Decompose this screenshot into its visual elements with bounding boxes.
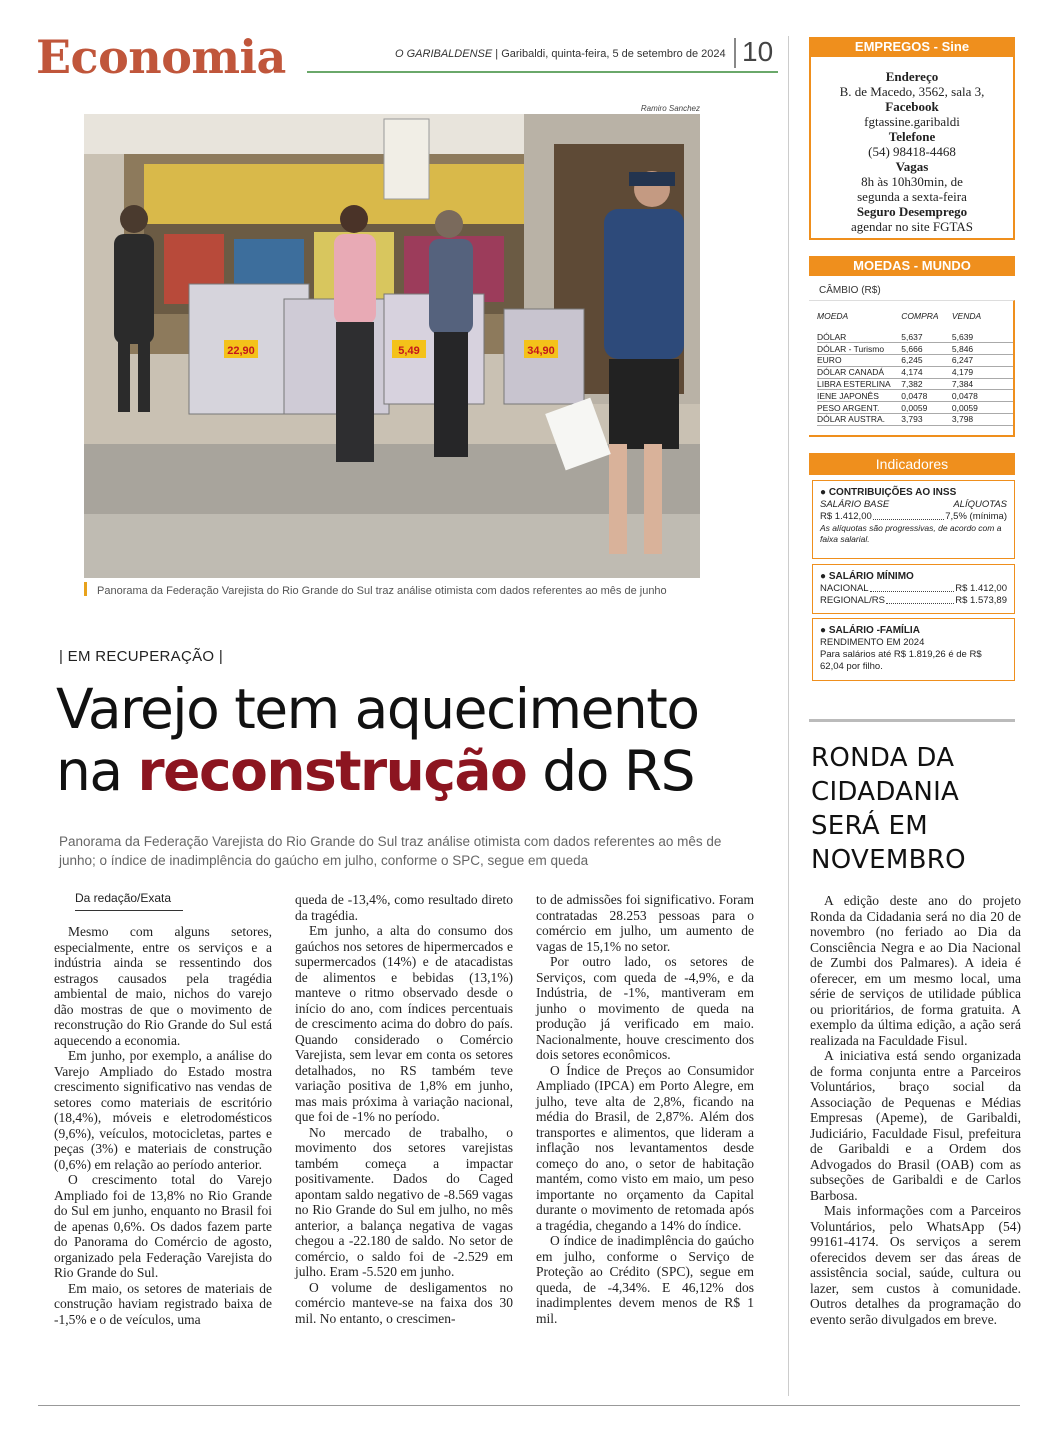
- dateline: Garibaldi, quinta-feira, 5 de setembro de 2024: [501, 48, 726, 60]
- article-column-1: [54, 924, 272, 1327]
- paragraph: A edição deste ano do projeto Ronda da Cidadania será no dia 20 de novembro (no feriado ao Dia da Consciência Negra e ao Dia Nacional de Zumbi dos Palmares). A ideia é oferecer, em um mesmo local, uma série de serviços de utilidade pública ou prioritários, de forma gratuita. A exemplo da última edição, a ação será realizada na Faculdade Fisul.: [810, 893, 1021, 1048]
- table-row: [817, 390, 1013, 402]
- col-header: VENDA: [951, 311, 982, 321]
- currency-name: DÓLAR AUSTRA.: [817, 414, 901, 426]
- seguro-label: Seguro Desemprego: [856, 204, 968, 219]
- subhead: Panorama da Federação Varejista do Rio Grande do Sul traz análise otimista com dados referentes ao mês de junho; o índice de inadimplência do gaúcho em julho, conforme o SPC, segue em queda: [59, 834, 722, 868]
- cambio-label: CÂMBIO (R$): [819, 285, 881, 296]
- paragraph: O índice de inadimplência do gaúcho em julho, conforme o Serviço de Proteção ao Crédito (SPC), segue em queda, de -4,34%. E 46,12% dos inadimplentes devem menos de R$ 1 mil.: [536, 1233, 754, 1326]
- salario-nacional-value: R$ 1.412,00: [955, 583, 1007, 594]
- ronda-headline-line: CIDADANIA: [811, 777, 960, 807]
- headline-na: na: [56, 739, 138, 803]
- photo-caption: Panorama da Federação Varejista do Rio Grande do Sul traz análise otimista com dados referentes ao mês de junho: [97, 585, 667, 597]
- telefone-label: Telefone: [888, 129, 936, 144]
- buy-rate: 6,245: [901, 355, 952, 367]
- sell-rate: 5,846: [952, 343, 1013, 355]
- col-header: COMPRA: [901, 311, 939, 321]
- table-row: [817, 378, 1013, 390]
- salario-nacional-label: NACIONAL: [820, 583, 869, 594]
- ronda-headline-line: RONDA DA: [811, 743, 955, 773]
- inss-base-value: R$ 1.412,00: [820, 511, 872, 522]
- currency-name: DÓLAR CANADÁ: [817, 366, 901, 378]
- price-tag-1: 22,90: [227, 345, 255, 357]
- column-divider: [788, 36, 789, 1396]
- paragraph: O volume de desligamentos no comércio manteve-se na faixa dos 30 mil. No entanto, o crescimen-: [295, 1279, 513, 1326]
- paragraph: queda de -13,4%, como resultado direto da tragédia.: [295, 892, 513, 923]
- headline-rs: do RS: [526, 739, 694, 803]
- salario-familia-box: [812, 618, 1015, 681]
- currency-name: EURO: [817, 355, 901, 367]
- endereco-label: Endereço: [885, 69, 939, 84]
- footer-rule: [38, 1405, 1020, 1406]
- currency-name: LIBRA ESTERLINA: [817, 378, 901, 390]
- header-separator: |: [495, 48, 499, 60]
- buy-rate: 0,0478: [901, 390, 952, 402]
- inss-header-aliquota: ALÍQUOTAS: [953, 499, 1007, 510]
- ronda-body: [810, 893, 1021, 1327]
- moedas-header: MOEDAS - MUNDO: [809, 256, 1015, 276]
- empregos-info: [812, 69, 1012, 234]
- sell-rate: 0,0059: [952, 402, 1013, 414]
- salario-nacional-row: [820, 583, 1007, 595]
- buy-rate: 3,793: [901, 414, 952, 426]
- page-number-divider: [734, 38, 736, 68]
- exchange-header-row: [817, 311, 1013, 331]
- photo-credit: Ramiro Sanchez: [640, 104, 700, 113]
- headline-line-2: [56, 740, 776, 802]
- salario-regional-value: R$ 1.573,89: [955, 595, 1007, 606]
- ronda-rule: [809, 719, 1015, 722]
- inss-box: [812, 480, 1015, 559]
- salario-regional-label: REGIONAL/RS: [820, 595, 885, 606]
- paragraph: Em maio, os setores de materiais de construção haviam registrado baixa de -1,5% e o de veículos, uma: [54, 1280, 272, 1327]
- salario-minimo-title: ● SALÁRIO MÍNIMO: [820, 571, 914, 582]
- leader-dots: [886, 595, 954, 604]
- currency-name: PESO ARGENT.: [817, 402, 901, 414]
- photo-illustration: [84, 114, 700, 578]
- inss-aliquota-value: 7,5% (mínima): [945, 511, 1007, 522]
- telefone-value: (54) 98418-4468: [868, 144, 956, 159]
- col-header: MOEDA: [817, 311, 849, 321]
- buy-rate: 5,637: [901, 331, 952, 343]
- seguro-value: agendar no site FGTAS: [850, 219, 974, 234]
- article-photo: [84, 114, 700, 578]
- article-column-2: [295, 892, 513, 1326]
- buy-rate: 7,382: [901, 378, 952, 390]
- table-row: [817, 402, 1013, 414]
- byline: Da redação/Exata: [75, 891, 172, 905]
- paragraph: A iniciativa está sendo organizada de forma conjunta entre a Parceiros Voluntários, braço social da Associação de Pequenas e Médias Empresas (Apeme), de Garibaldi, Judiciário, Faculdade Fisul, prefeitura de Garibaldi e a Ordem dos Advogados do Brasil (OAB) com as subseções de Garibaldi e de Carlos Barbosa.: [810, 1048, 1021, 1203]
- paragraph: Por outro lado, os setores de Serviços, com queda de -4,9%, e da Indústria, de -1%, mantiveram em junho o movimento de queda na produção já verificado em maio. Nacionalmente, houve crescimento dos dois setores econômicos.: [536, 954, 754, 1062]
- sell-rate: 4,179: [952, 366, 1013, 378]
- leader-dots: [873, 511, 944, 520]
- facebook-value: fgtassine.garibaldi: [864, 114, 960, 129]
- paragraph: O Índice de Preços ao Consumidor Ampliado (IPCA) em Porto Alegre, em julho, teve alta de 2,8%, ficando na média do Brasil, de 2,87%. Além dos transportes e alimentos, que lideram a inflação nos levantamentos desde começo do ano, o setor de habitação mantém, como visto em maio, um peso importante no orçamento da Capital durante o movimento de retomada após a tragédia, chegando a 14% do índice.: [536, 1062, 754, 1233]
- facebook-label: Facebook: [885, 99, 939, 114]
- paragraph: Mais informações com a Parceiros Voluntários, pelo WhatsApp (54) 99161-4174. Os serviços a serem oferecidos devem ser das áreas de assistência social, saúde, cultura ou lazer, sem custos à comunidade. Outros detalhes da programação do evento serão divulgados em breve.: [810, 1203, 1021, 1327]
- exchange-table: [817, 311, 1013, 426]
- paragraph: Mesmo com alguns setores, especialmente, entre os serviços e a indústria ainda se ressentindo dos estragos causados pela tragédia ambiental de maio, nichos do varejo dão mostras de que o movimento de reconstrução do Rio Grande do Sul está aquecendo a economia.: [54, 924, 272, 1048]
- ronda-headline: [811, 741, 1021, 877]
- inss-header-row: [820, 499, 1007, 511]
- table-row: [817, 355, 1013, 367]
- ronda-headline-line: NOVEMBRO: [811, 845, 966, 875]
- indicadores-header: Indicadores: [809, 453, 1015, 475]
- salario-familia-text: Para salários até R$ 1.819,26 é de R$ 62,04 por filho.: [820, 649, 982, 672]
- salario-familia-subtitle: RENDIMENTO EM 2024: [820, 637, 925, 648]
- ronda-headline-line: SERÁ EM: [811, 811, 928, 841]
- salario-minimo-box: [812, 564, 1015, 614]
- vagas-days: segunda a sexta-feira: [857, 189, 967, 204]
- page-number: 10: [742, 36, 774, 67]
- section-title: Economia: [36, 30, 286, 84]
- byline-rule: [75, 910, 183, 911]
- header-meta: [395, 48, 726, 60]
- paragraph: to de admissões foi significativo. Foram contratadas 28.253 pessoas para o comércio em julho, um aumento de vagas de 15,1% no setor.: [536, 892, 754, 954]
- buy-rate: 5,666: [901, 343, 952, 355]
- sell-rate: 7,384: [952, 378, 1013, 390]
- vagas-hours: 8h às 10h30min, de: [861, 174, 963, 189]
- buy-rate: 0,0059: [901, 402, 952, 414]
- inss-title: ● CONTRIBUIÇÕES AO INSS: [820, 487, 957, 498]
- sell-rate: 6,247: [952, 355, 1013, 367]
- salario-familia-title: ● SALÁRIO -FAMÍLIA: [820, 625, 920, 636]
- paragraph: O crescimento total do Varejo Ampliado foi de 13,8% no Rio Grande do Sul em junho, enquanto no Brasil foi de apenas 0,6%. Os dados fazem parte do Panorama do Comércio de agosto, organizado pela Federação Varejista do Rio Grande do Sul.: [54, 1172, 272, 1280]
- buy-rate: 4,174: [901, 366, 952, 378]
- table-row: [817, 414, 1013, 426]
- table-row: [817, 343, 1013, 355]
- currency-name: DÓLAR: [817, 331, 901, 343]
- leader-dots: [870, 583, 955, 592]
- paragraph: Em junho, por exemplo, a análise do Varejo Ampliado do Estado mostra crescimento significativo nas vendas de setores como materiais de escritório (18,4%), móveis e eletrodomésticos (9,6%), veículos, motocicletas, partes e peças (3%) e materiais de construção (0,6%) em relação ao período anterior.: [54, 1048, 272, 1172]
- paragraph: No mercado de trabalho, o movimento dos setores varejistas também começa a impactar positivamente. Dados do Caged apontam saldo negativo de -8.569 vagas no Rio Grande do Sul em julho, no mês anterior, a balança negativa de vagas chegou a -22.180 de saldo. No setor de comércio, o saldo foi de -2.529 em julho. Eram -5.520 em junho.: [295, 1124, 513, 1279]
- vagas-label: Vagas: [895, 159, 929, 174]
- article-column-3: [536, 892, 754, 1326]
- sell-rate: 5,639: [952, 331, 1013, 343]
- endereco-value: B. de Macedo, 3562, sala 3,: [839, 84, 985, 99]
- price-tag-3: 34,90: [527, 345, 555, 357]
- currency-name: DÓLAR - Turismo: [817, 343, 901, 355]
- paragraph: Em junho, a alta do consumo dos gaúchos nos setores de hipermercados e supermercados (14%) e de atacadistas de alimentos e bebidas (13,1%) manteve o ritmo observado desde o início do ano, com índices percentuais de crescimento acima do dobro do país. Quando considerado o Comércio Varejista, sem levar em conta os setores detalhados, no RS também teve variação positiva de 1,8% em junho, mas mais próxima à variação nacional, que foi de -1% no período.: [295, 923, 513, 1124]
- sell-rate: 0,0478: [952, 390, 1013, 402]
- inss-value-row: [820, 511, 1007, 523]
- inss-header-base: SALÁRIO BASE: [820, 499, 890, 510]
- table-row: [817, 331, 1013, 343]
- table-row: [817, 366, 1013, 378]
- currency-name: IENE JAPONÊS: [817, 390, 901, 402]
- headline: [56, 678, 776, 802]
- price-tag-2: 5,49: [398, 345, 420, 357]
- salario-regional-row: [820, 595, 1007, 607]
- headline-accent: reconstrução: [137, 739, 527, 803]
- empregos-header: EMPREGOS - Sine: [809, 37, 1015, 57]
- caption-marker: [84, 582, 87, 596]
- headline-line-1: Varejo tem aquecimento: [56, 677, 699, 741]
- header-rule: [307, 71, 778, 73]
- paper-name: O GARIBALDENSE: [395, 48, 493, 60]
- sell-rate: 3,798: [952, 414, 1013, 426]
- kicker: | EM RECUPERAÇÃO |: [59, 648, 224, 665]
- inss-note: As alíquotas são progressivas, de acordo com a faixa salarial.: [820, 523, 1002, 544]
